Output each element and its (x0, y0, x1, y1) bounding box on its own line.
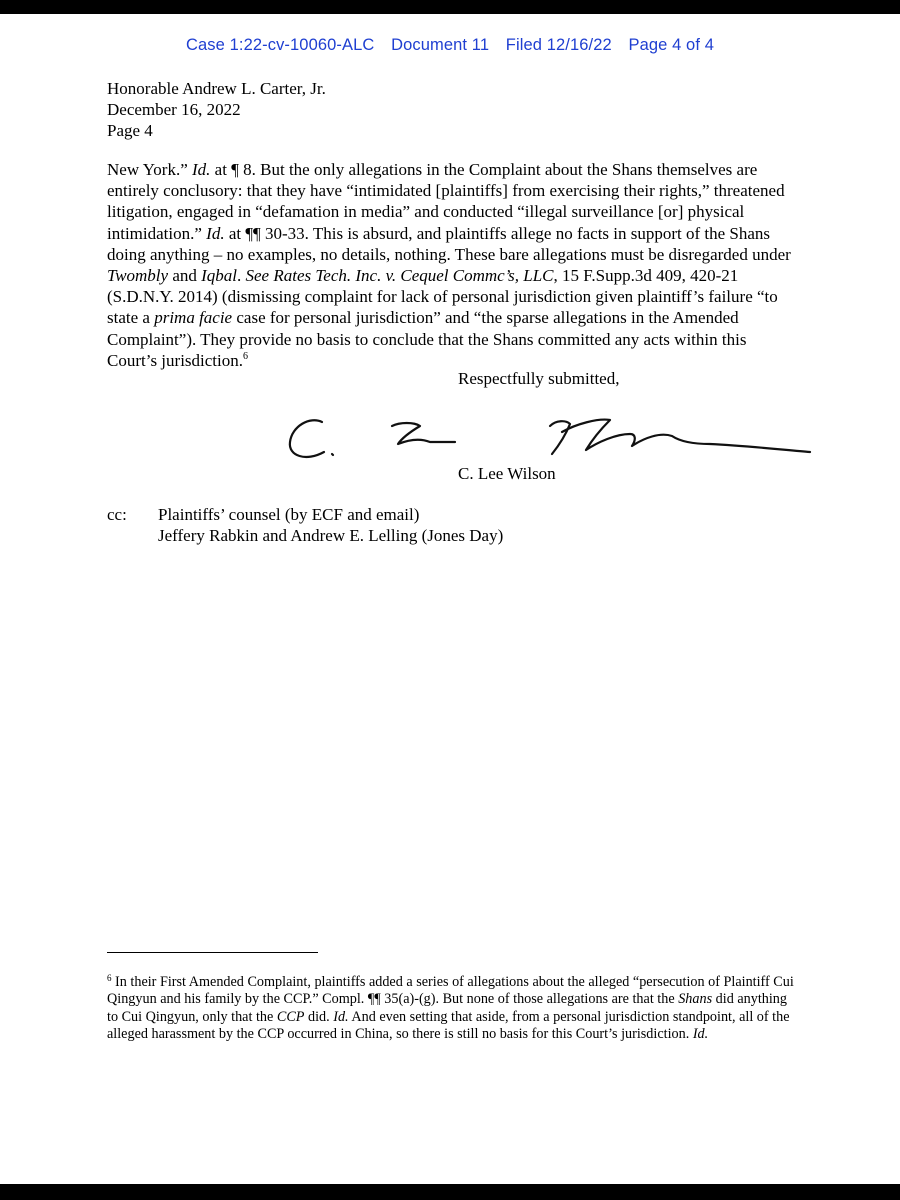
ecf-header (0, 36, 900, 55)
footnote: $^6$ In their First Amended Complaint, plaintiffs added a series of allegations about the alleged “persecution of Plaintiff Cui Qingyun and his family by the CCP.” Compl. ¶¶ 35(a)-(g). But none of those allegations are that the Shans did anything to Cui Qingyun, only that the CCP did. Id. And even setting that aside, from a personal jurisdiction standpoint, all of the alleged harassment by the CCP occurred in China, so there is still no basis for this Court’s jurisdiction. Id. (107, 973, 794, 1042)
page-indicator: Page 4 of 4 (628, 36, 714, 54)
cc-recipient-1: Plaintiffs’ counsel (by ECF and email) (158, 505, 420, 524)
body-paragraph: New York.” Id. at ¶ 8. But the only allegations in the Complaint about the Shans themselves are entirely conclusory: that they have “intimidated [plaintiffs] from exercising their rights,” threatened litigation, engaged in “defamation in media” and conducted “illegal surveillance [or] physical intimidation.” Id. at ¶¶ 30-33. This is absurd, and plaintiffs allege no facts in support of the Shans doing anything – no examples, no details, nothing. These bare allegations must be disregarded under Twombly and Iqbal. See Rates Tech. Inc. v. Cequel Commc’s, LLC, 15 F.Supp.3d 409, 420-21 (S.D.N.Y. 2014) (dismissing complaint for lack of personal jurisdiction given plaintiff’s failure “to state a prima facie case for personal jurisdiction” and “the sparse allegations in the Amended Complaint”). They provide no basis to conclude that the Shans committed any acts within this Court’s jurisdiction.$^6$ (107, 160, 791, 370)
document-number: Document 11 (391, 36, 490, 54)
cc-recipient-2: Jeffery Rabkin and Andrew E. Lelling (Jones Day) (158, 526, 504, 545)
closing-salutation: Respectfully submitted, (458, 369, 620, 388)
letter-date: December 16, 2022 (107, 100, 241, 119)
footnote-reference: 6 (243, 350, 248, 362)
footnote-divider (107, 952, 318, 953)
document-page (0, 14, 900, 1184)
footnote-number: 6 (107, 973, 112, 983)
addressee: Honorable Andrew L. Carter, Jr. (107, 79, 326, 98)
signer-name: C. Lee Wilson (458, 464, 556, 483)
case-number: Case 1:22-cv-10060-ALC (186, 36, 375, 54)
filed-date: Filed 12/16/22 (505, 36, 612, 54)
letter-head (107, 78, 326, 141)
letter-page-number: Page 4 (107, 121, 153, 140)
cc-label: cc: (107, 505, 127, 524)
